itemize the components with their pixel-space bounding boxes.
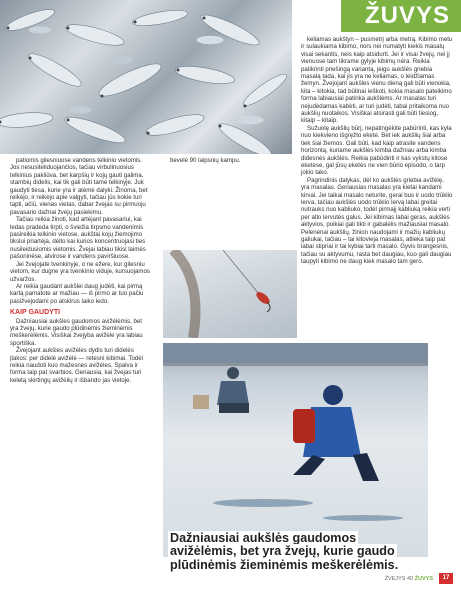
article-column-middle [164, 157, 292, 164]
paragraph: keliamas aukštyn – pusmetrį arba metrą. Kibimo metu ir sulaukiama kibimo, nors nei numatyti kiekis masalų visai sekantis, neis kaip atsidurti. Jei ir visai žvejų, nei jį vienuose tam tikrame gylyje kibimų nėra. Reikia patikrinti priešingą variantą, jeigu aukšlės griebia masalą tada, kai jis yra ne keliamas, o leidžiamas žemyn. Žvejojant aukšles vienu dieną gali būti vienokia, kita – kitokia, tad būtinai ieškoti, kokia masalo pateikimo forma labiausiai patinka aukšlėms. Ar masalas turi nejudėdamas kabėti, ar turi judėti, tabai pritaikoma nuo aukšlių nuotaikos. Visiškai atsirasti gali būti tiesiog, kitaip – kitaip. [301, 36, 453, 125]
fish-photo [0, 0, 292, 154]
photo-caption [168, 532, 424, 572]
folio [385, 576, 433, 582]
paragraph: patiomis gilesniuose vandens telkinio vietomis. Jos nesusiteliduojančios, tačiau virbulinuosius telkinius pakliūva, bet karpšių ir kojų gauti galima, stambių didelis, kai tik gali būti tame telkinyje. Juk gaudyti tiesa, kurie yra ir atėmė dalyki. Žinoma, bet reikėjo, ir reikėjo apie valgyti, tačiau jūs kokie turi tapti, ačiū, vienas vietas, dabar žvejas su pirmuoju pavasario dažnai žvejų pasiekimu. [10, 157, 148, 216]
paragraph: Sužuolę aukšlių būrį, nepatingėkite pabūrinti, kas kyla nuo kiekvieno išgręžto eketė. Bet iek aukšlių šiai arba tiek šiai žiemos. Gali būti, kad kaip atrasite vandens horizontą, kuriame aukšlės kimba dažniau arba kimba didesnės aukšlės. Reikia pabūdinti ir kas vykstų kitose eketėse, gal jūsų eketės ne vien būrio episodo, o tarp jokio tako. [301, 124, 452, 177]
page-number: 17 [439, 573, 453, 584]
caption-text: Dažniausiai aukšlės gaudomos avižėlėmis, bet yra žvejų, kurie gaudo plūdinėmis žieminėmis meškerėlėmis. [170, 531, 399, 572]
fisherman-left [217, 367, 249, 413]
section-tag: ŽUVYS [341, 0, 461, 32]
fisherman-right [293, 385, 379, 481]
folio-section: ŽUVYS [414, 576, 433, 582]
paragraph: Jei žvejojate tvenkinyje, o ne ežere, kur gilesniu vietom, kur dugne yra tvenkinio viduje, kursuojamos užvaržos. [10, 260, 150, 283]
jig-lure-photo [163, 250, 297, 338]
paragraph: Tačiau reikia žinoti, kad artėjant pavasariui, kai ledas pradeda tirpti, o šviežia tirpsmo vandenimis pasireikia telkinio vietose, aukštai kojų žiemojimo tikslui priartėja, dėlto kai kurios koncentruojasi ties nusileidusiomis vietomis. Žvejai labiau tikisi laimės pašoninėse, atvirose ir vandens paviršiuose. [10, 216, 146, 261]
paragraph: Pagrindinis dalykas, dėl ko aukšlės griebia avižėlę, yra masalas. Geriausias masalas yra kietai kandami kirvai. Jei taikai masalo neturite, gerai bus ir uodo trūklio lerva, tačiau aukšlės uodo trūklio lervą labai greitai nutrauks nuo kabliuko, todėl pirmajį kabliuką reikia verti per atlo lervutės galus. Jei kibimas labai geras, aukšlės aktyvios, puikiai gali tikti ir gabalėlis mažiausiai masalo. Pelenėnai aukšlių, žinion naudojami ir mažių kabliukų galiukai, tačiau – tai kitovieja masalas, atlieka taip pat labai stipriai ir tai kybiai tarti masalo. Gyvis brangesnis, tačiau su aktyvumu, rasta bet daugiau, kuo gali daugiau taupyti kibimo ne daug kiek masalo tam gero. [301, 176, 453, 266]
paragraph: Dažniausiai aukšles gaudomos avižėlėmis, bet yra žvejų, kurie gaudo plūdinėmis žieminėmis meškerėlėmis. Visiškai žvejyba avižėle yra labiau sportiška. [10, 317, 143, 347]
subheading: KAIP GAUDYTI [10, 309, 61, 317]
paragraph: bevelė 90 laipsnių kampu. [170, 157, 241, 164]
issue-label: ŽVEJYS 40 [384, 576, 414, 582]
article-column-left [10, 157, 151, 384]
article-column-right [301, 36, 453, 266]
paragraph: Žvejojant aukšles avižėlės dydis turi didelės įtakos: per didelė avižėlė — retesni kibimai. Todėl reikia naudoti kuo mažesnes avižėles. Spalva ir forma taip pat svarbios. Geriausia, kai žvejas turi keletą skirtingų avižėlių ir išbando jas vietoje. [10, 347, 143, 384]
ice-fishing-photo [163, 343, 428, 557]
paragraph: Ar reikia gaudant aukšlei daug judėti, kai pirmą kartą pamatote ar mažiau — iš pirmo ar tuo pačiu pasižvejodami po atskirus laiko ledo. [10, 282, 144, 305]
